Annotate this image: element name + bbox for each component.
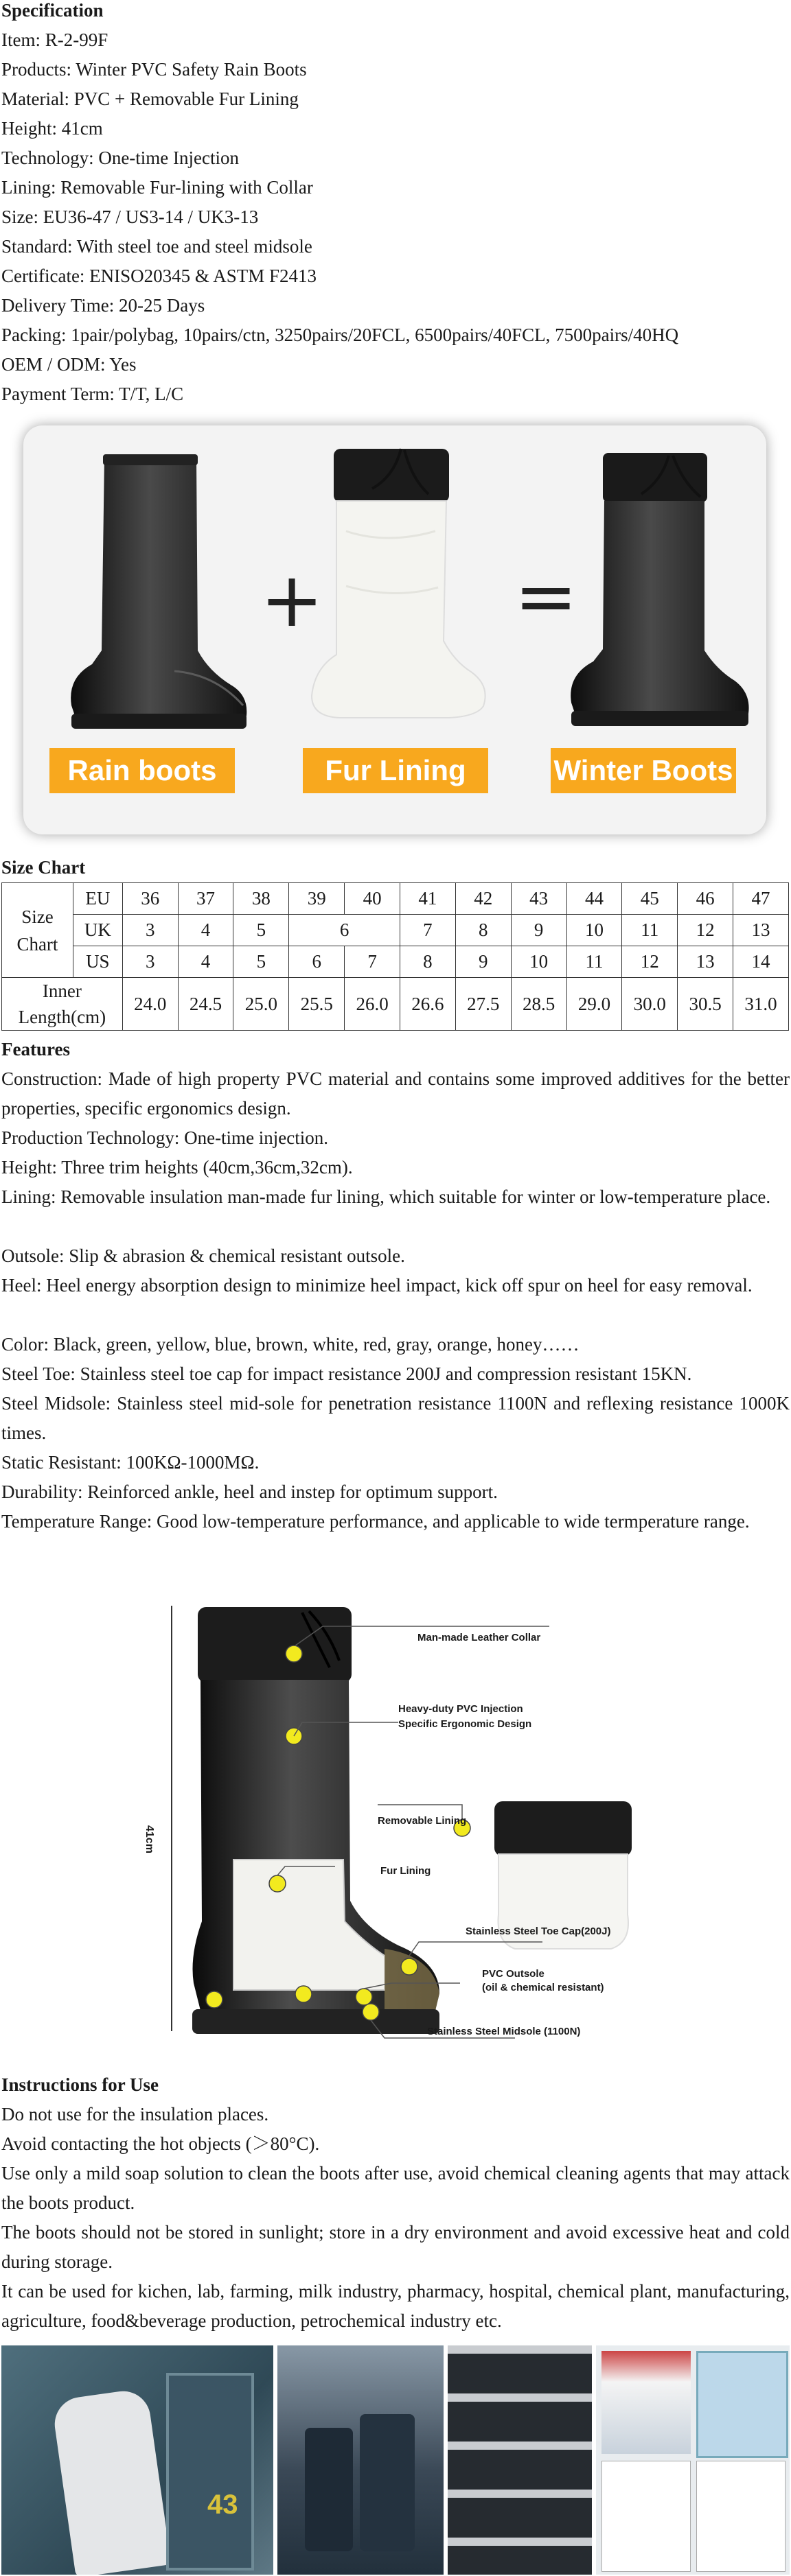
spec-line: Material: PVC + Removable Fur Lining xyxy=(1,89,299,109)
spec-line: Products: Winter PVC Safety Rain Boots xyxy=(1,59,307,80)
table-cell: 41 xyxy=(400,883,456,915)
spec-heading: Specification xyxy=(1,0,104,21)
table-cell: 4 xyxy=(178,915,233,946)
table-cell: 45 xyxy=(622,883,678,915)
table-cell: 14 xyxy=(733,946,789,978)
spec-line: Technology: One-time Injection xyxy=(1,148,240,168)
table-cell: 24.0 xyxy=(122,978,178,1031)
table-cell: 42 xyxy=(455,883,511,915)
features-heading: Features xyxy=(1,1039,70,1059)
instruction-item: Do not use for the insulation places. xyxy=(1,2104,269,2124)
spec-line: Packing: 1pair/polybag, 10pairs/ctn, 3250pairs/20FCL, 6500pairs/40FCL, 7500pairs/40HQ xyxy=(1,325,679,345)
fur-lining-image xyxy=(291,435,497,737)
table-cell: 3 xyxy=(122,915,178,946)
table-cell: 8 xyxy=(455,915,511,946)
table-cell: 5 xyxy=(233,915,289,946)
table-cell: 9 xyxy=(511,915,566,946)
warehouse-photo xyxy=(448,2345,592,2575)
callout-label: Removable Lining xyxy=(378,1815,467,1827)
feature-item: Durability: Reinforced ankle, heel and instep for optimum support. xyxy=(1,1482,498,1502)
table-cell: 47 xyxy=(733,883,789,915)
boots-photo xyxy=(277,2345,444,2575)
rain-boot-image xyxy=(51,445,257,740)
size-chart-heading: Size Chart xyxy=(1,857,86,878)
table-cell: 31.0 xyxy=(733,978,789,1031)
table-cell: 7 xyxy=(400,915,456,946)
table-cell: 25.5 xyxy=(289,978,345,1031)
winter-boot-image xyxy=(545,439,758,741)
feature-item: Height: Three trim heights (40cm,36cm,32cm). xyxy=(1,1157,353,1178)
table-cell: 30.0 xyxy=(622,978,678,1031)
table-cell: 13 xyxy=(733,915,789,946)
callout-label: (oil & chemical resistant) xyxy=(482,1982,604,1993)
callout-label: Heavy-duty PVC Injection xyxy=(398,1703,523,1715)
rain-boots-label: Rain boots xyxy=(49,748,235,793)
table-row xyxy=(2,915,789,946)
table-cell: 29.0 xyxy=(566,978,622,1031)
table-cell: 13 xyxy=(678,946,733,978)
feature-item: Static Resistant: 100KΩ-1000MΩ. xyxy=(1,1452,260,1473)
table-row xyxy=(2,883,789,915)
feature-item: Outsole: Slip & abrasion & chemical resistant outsole. xyxy=(1,1245,405,1266)
inner-length-label: Inner Length(cm) xyxy=(2,978,123,1031)
spec-line: Delivery Time: 20-25 Days xyxy=(1,295,205,316)
equals-sign: = xyxy=(514,552,578,640)
spec-line: OEM / ODM: Yes xyxy=(1,354,137,375)
eu-label: EU xyxy=(73,883,122,915)
spec-line: Payment Term: T/T, L/C xyxy=(1,384,184,404)
table-row xyxy=(2,978,789,1031)
table-cell: 4 xyxy=(178,946,233,978)
us-label: US xyxy=(73,946,122,978)
table-cell: 11 xyxy=(622,915,678,946)
table-cell: 26.6 xyxy=(400,978,456,1031)
table-cell: 10 xyxy=(511,946,566,978)
spec-line: Size: EU36-47 / US3-14 / UK3-13 xyxy=(1,207,259,227)
spec-line: Certificate: ENISO20345 & ASTM F2413 xyxy=(1,266,317,286)
table-cell: 36 xyxy=(122,883,178,915)
table-cell: 44 xyxy=(566,883,622,915)
factory-photo xyxy=(1,2345,273,2575)
table-cell: 12 xyxy=(678,915,733,946)
feature-item: Lining: Removable insulation man-made fur lining, which suitable for winter or low-temperature place. xyxy=(1,1186,771,1207)
table-cell: 5 xyxy=(233,946,289,978)
feature-item: Heel: Heel energy absorption design to minimize heel impact, kick off spur on heel for easy removal. xyxy=(1,1275,753,1296)
table-cell: 28.5 xyxy=(511,978,566,1031)
callout-label: Fur Lining xyxy=(380,1865,431,1877)
feature-item: Construction: Made of high property PVC material and contains some improved additives for the better properties, specific ergonomics design. xyxy=(1,1068,790,1119)
table-cell: 38 xyxy=(233,883,289,915)
table-cell: 46 xyxy=(678,883,733,915)
table-cell: 40 xyxy=(345,883,400,915)
table-cell: 7 xyxy=(345,946,400,978)
spec-line: Item: R-2-99F xyxy=(1,30,108,50)
lab-certificate-photo xyxy=(596,2345,790,2575)
feature-item: Temperature Range: Good low-temperature performance, and applicable to wide termperature range. xyxy=(1,1511,750,1532)
instructions-heading: Instructions for Use xyxy=(1,2074,159,2095)
feature-item: Steel Toe: Stainless steel toe cap for impact resistance 200J and compression resistant 15KN. xyxy=(1,1363,692,1384)
table-cell: 25.0 xyxy=(233,978,289,1031)
feature-item: Steel Midsole: Stainless steel mid-sole for penetration resistance 1100N and reflexing resistance 1000K times. xyxy=(1,1393,790,1443)
photo-tag: 43 xyxy=(207,2490,238,2520)
callout-label: Stainless Steel Toe Cap(200J) xyxy=(466,1925,611,1937)
plus-sign: + xyxy=(260,556,324,644)
uk-label: UK xyxy=(73,915,122,946)
height-label: 41cm xyxy=(144,1825,155,1853)
table-cell: 9 xyxy=(455,946,511,978)
table-row xyxy=(2,946,789,978)
product-banner xyxy=(23,425,766,834)
instruction-item: Use only a mild soap solution to clean the boots after use, avoid chemical cleaning agents that may attack the boots product. xyxy=(1,2163,790,2213)
table-cell: 24.5 xyxy=(178,978,233,1031)
table-cell: 8 xyxy=(400,946,456,978)
table-cell: 39 xyxy=(289,883,345,915)
table-cell: 6 xyxy=(289,946,345,978)
instruction-item: It can be used for kichen, lab, farming, milk industry, pharmacy, hospital, chemical plant, manufacturing, agriculture, food&beverage production, petrochemical industry etc. xyxy=(1,2281,790,2331)
fur-lining-label: Fur Lining xyxy=(303,748,488,793)
table-cell: 26.0 xyxy=(345,978,400,1031)
callout-label: Stainless Steel Midsole (1100N) xyxy=(427,2026,581,2037)
table-cell: 12 xyxy=(622,946,678,978)
spec-line: Lining: Removable Fur-lining with Collar xyxy=(1,177,313,198)
boot-diagram-image xyxy=(158,1599,639,2065)
table-cell: 30.5 xyxy=(678,978,733,1031)
table-cell: 11 xyxy=(566,946,622,978)
callout-label: Specific Ergonomic Design xyxy=(398,1718,532,1730)
instruction-item: The boots should not be stored in sunlight; store in a dry environment and avoid excessive heat and cold during storage. xyxy=(1,2222,790,2272)
table-cell: 10 xyxy=(566,915,622,946)
size-chart-row-label: Size Chart xyxy=(2,883,73,978)
size-chart-table xyxy=(1,882,789,1031)
table-cell: 43 xyxy=(511,883,566,915)
table-cell: 6 xyxy=(289,915,400,946)
table-cell: 37 xyxy=(178,883,233,915)
spec-line: Height: 41cm xyxy=(1,118,103,139)
table-cell: 3 xyxy=(122,946,178,978)
winter-boots-label: Winter Boots xyxy=(551,748,736,793)
table-cell: 27.5 xyxy=(455,978,511,1031)
spec-line: Standard: With steel toe and steel midsole xyxy=(1,236,312,257)
feature-item: Production Technology: One-time injection. xyxy=(1,1127,329,1148)
callout-label: PVC Outsole xyxy=(482,1968,544,1980)
callout-label: Man-made Leather Collar xyxy=(417,1632,541,1643)
feature-item: Color: Black, green, yellow, blue, brown, white, red, gray, orange, honey…… xyxy=(1,1334,580,1355)
instruction-item: Avoid contacting the hot objects (＞80°C). xyxy=(1,2133,320,2154)
